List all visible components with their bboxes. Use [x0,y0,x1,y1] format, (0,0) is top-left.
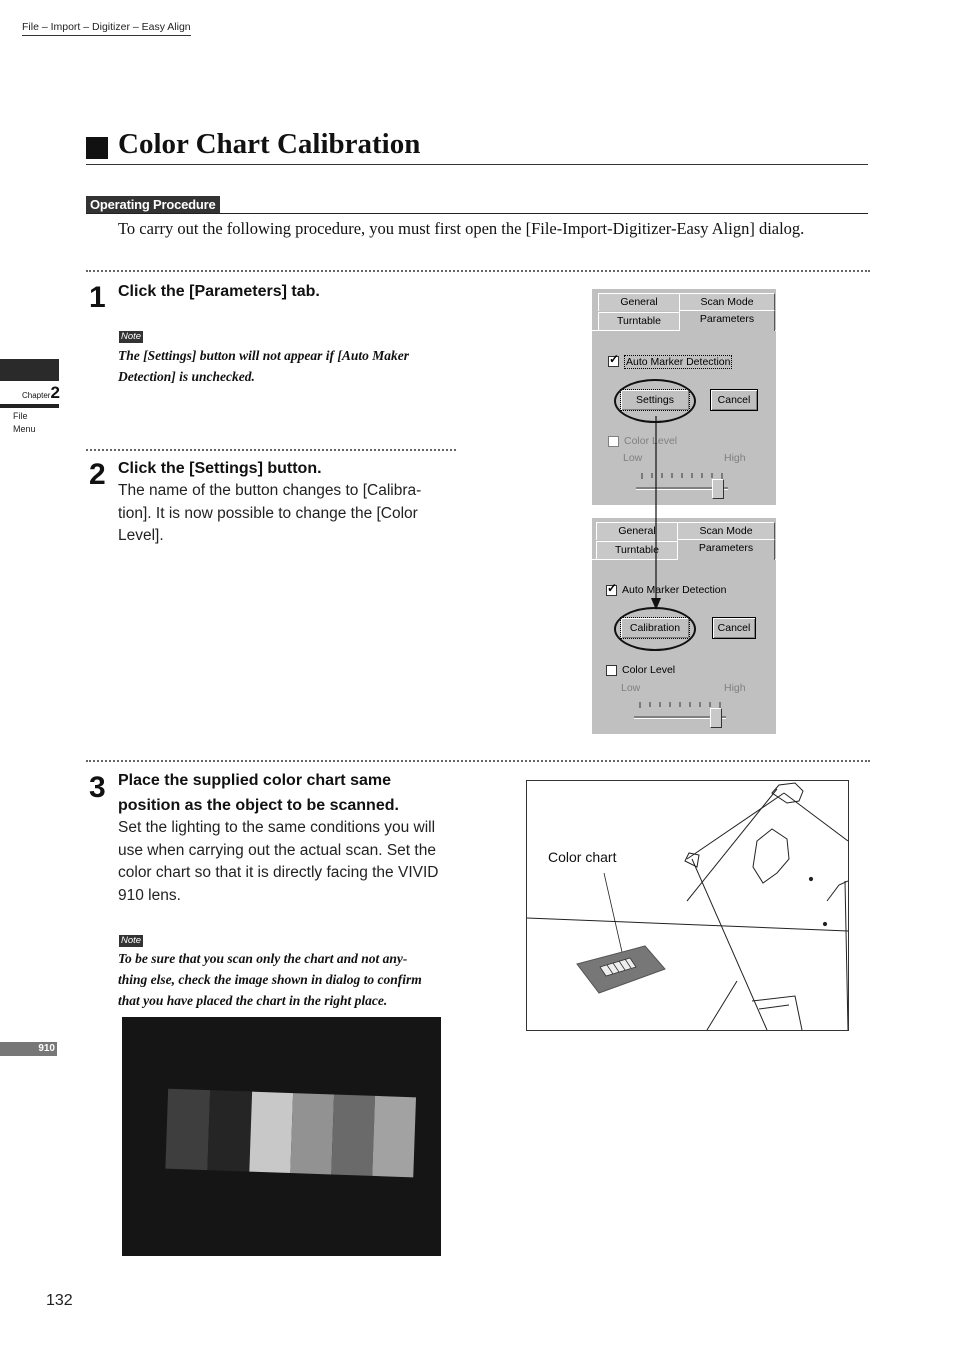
step-body [118,817,438,907]
auto-marker-checkbox[interactable] [606,581,618,596]
chapter-number: 2 [50,383,60,402]
cancel-button[interactable]: Cancel [710,389,758,411]
slider-low-label: Low [621,682,641,694]
step-number: 3 [89,771,106,804]
slider-low-label: Low [623,452,643,464]
body-line: Level]. [118,527,164,544]
tab-turntable[interactable]: Turntable [598,312,680,330]
note-tag: Note [120,935,142,946]
scanner-illustration [526,780,849,1031]
settings-button[interactable]: Settings [620,389,690,411]
body-line: tion]. It is now possible to change the [Color [118,504,418,522]
step-title [118,768,399,818]
chapter-label [22,383,60,403]
note-text [118,948,422,1011]
step-number: 1 [89,281,106,314]
color-level-label: Color Level [624,435,678,447]
procedure-rule [86,213,868,214]
check-icon: ✓ [609,352,620,366]
note-text [118,345,409,387]
chapter-bar [0,404,59,408]
body-line: color chart so that it is directly facing the VIVID [118,864,439,881]
note-line: Detection] is unchecked. [118,369,255,384]
color-chart-label: Color chart [548,849,617,865]
chapter-tab [0,359,59,381]
tab-turntable[interactable]: Turntable [596,541,678,559]
dialog-parameters-calibration [592,518,776,734]
tab-scan-mode[interactable]: Scan Mode [679,293,775,311]
dotted-separator [86,760,870,762]
check-icon: ✓ [607,581,618,595]
step-title: Click the [Parameters] tab. [118,283,320,300]
step-body [118,480,421,548]
section-title-block [86,130,868,165]
slider-high-label: High [724,452,746,464]
tab-parameters[interactable]: Parameters [679,310,775,331]
body-line: The name of the button changes to [Calibra- [118,482,422,499]
note-tag: Note [120,331,142,342]
model-tag: 910 [0,1042,57,1056]
procedure-tag: Operating Procedure [86,196,220,213]
page-title: Color Chart Calibration [118,128,421,160]
note-line: To be sure that you scan only the chart and not any- [118,951,408,966]
dotted-separator [86,270,870,272]
breadcrumb: File – Import – Digitizer – Easy Align [22,21,191,36]
intro-text: To carry out the following procedure, you must first open the [File-Import-Digitizer-Easy Align] dialog. [118,219,805,238]
step-number: 2 [89,458,106,491]
auto-marker-checkbox[interactable] [608,352,620,367]
calibration-button[interactable]: Calibration [620,617,690,639]
tab-general[interactable]: General [598,293,680,311]
body-line: Set the lighting to the same conditions you will [118,819,436,836]
page-number: 132 [46,1292,73,1309]
section-menu-label [13,410,36,436]
chapter-text: Chapter [22,391,51,400]
scanned-chart-drawing [122,1017,441,1256]
title-square-icon [86,137,108,159]
auto-marker-label: Auto Marker Detection [626,356,731,368]
color-level-checkbox[interactable] [606,665,617,676]
body-line: 910 lens. [118,886,181,904]
title-line: position as the object to be scanned. [118,797,399,814]
dialog-parameters-settings [592,289,776,505]
auto-marker-label: Auto Marker Detection [622,584,727,596]
slider-thumb[interactable] [710,708,722,728]
slider-high-label: High [724,682,746,694]
body-line: use when carrying out the actual scan. Set the [118,841,436,859]
tab-scan-mode[interactable]: Scan Mode [677,522,775,540]
tab-parameters[interactable]: Parameters [677,539,775,560]
scanner-drawing [527,781,848,1030]
connector-arrow [640,400,670,615]
menu-line: Menu [13,424,36,434]
step-title: Click the [Settings] button. [118,460,322,477]
color-level-label: Color Level [622,664,676,676]
tab-general[interactable]: General [596,522,678,540]
slider-thumb[interactable] [712,479,724,499]
note-line: that you have placed the chart in the right place. [118,993,388,1008]
title-line: Place the supplied color chart same [118,772,391,789]
dotted-separator [86,449,456,451]
scanned-chart-image [122,1017,441,1256]
note-line: thing else, check the image shown in dialog to confirm [118,972,422,987]
color-level-checkbox[interactable] [608,436,619,447]
cancel-button[interactable]: Cancel [712,617,756,639]
menu-line: File [13,411,28,421]
note-line: The [Settings] button will not appear if [Auto Maker [118,348,410,363]
